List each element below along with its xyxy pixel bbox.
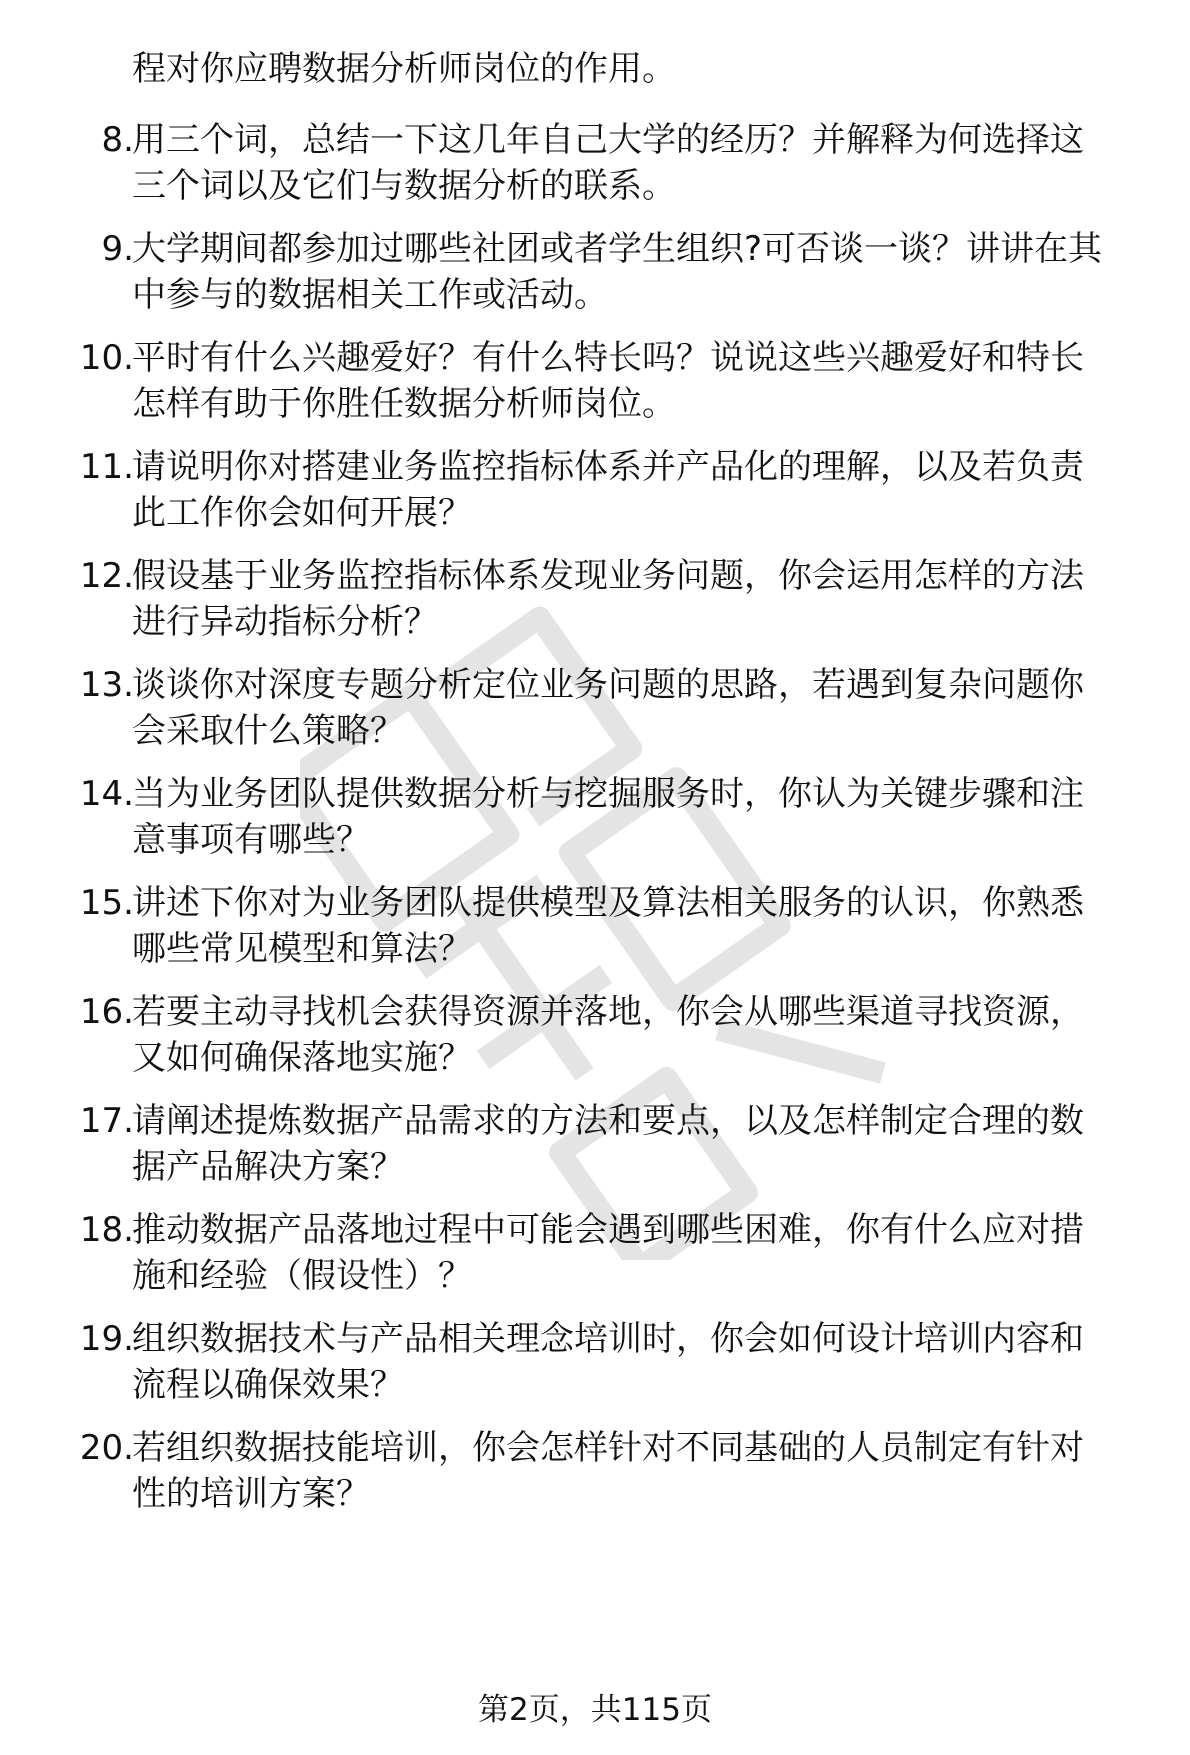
question-text-line: 流程以确保效果？ xyxy=(132,1365,404,1405)
question-number: 9. xyxy=(101,229,134,269)
question-number: 20. xyxy=(79,1428,134,1468)
question-text-line: 请说明你对搭建业务监控指标体系并产品化的理解，以及若负责 xyxy=(132,447,1084,487)
question-text-line: 会采取什么策略？ xyxy=(132,711,404,751)
question-number: 19. xyxy=(79,1319,134,1359)
question-text-line: 若组织数据技能培训，你会怎样针对不同基础的人员制定有针对 xyxy=(132,1428,1084,1468)
question-text-line: 据产品解决方案？ xyxy=(132,1147,404,1187)
question-text-line: 若要主动寻找机会获得资源并落地，你会从哪些渠道寻找资源， xyxy=(132,992,1084,1032)
question-text-line: 谈谈你对深度专题分析定位业务问题的思路，若遇到复杂问题你 xyxy=(132,665,1084,705)
question-text-line: 中参与的数据相关工作或活动。 xyxy=(132,275,608,315)
question-number: 11. xyxy=(79,447,134,487)
question-text-line: 进行异动指标分析？ xyxy=(132,602,438,642)
question-text-line: 怎样有助于你胜任数据分析师岗位。 xyxy=(132,384,676,424)
question-number: 12. xyxy=(79,556,134,596)
question-number: 8. xyxy=(101,120,134,160)
question-text-line: 意事项有哪些？ xyxy=(132,820,370,860)
question-number: 13. xyxy=(79,665,134,705)
question-text-line: 当为业务团队提供数据分析与挖掘服务时，你认为关键步骤和注 xyxy=(132,774,1084,814)
question-number: 16. xyxy=(79,992,134,1032)
question-number: 10. xyxy=(79,338,134,378)
question-text-line: 此工作你会如何开展？ xyxy=(132,493,472,533)
question-text-line: 又如何确保落地实施？ xyxy=(132,1038,472,1078)
question-text-line: 性的培训方案？ xyxy=(132,1474,370,1514)
question-number: 14. xyxy=(79,774,134,814)
question-number: 18. xyxy=(79,1210,134,1250)
question-text-line: 平时有什么兴趣爱好？有什么特长吗？说说这些兴趣爱好和特长 xyxy=(132,338,1084,378)
question-text-line: 大学期间都参加过哪些社团或者学生组织?可否谈一谈？讲讲在其 xyxy=(132,229,1103,269)
question-text-line: 哪些常见模型和算法？ xyxy=(132,929,472,969)
question-text-line: 组织数据技术与产品相关理念培训时，你会如何设计培训内容和 xyxy=(132,1319,1084,1359)
question-text-line: 请阐述提炼数据产品需求的方法和要点，以及怎样制定合理的数 xyxy=(132,1101,1084,1141)
question-number: 17. xyxy=(79,1101,134,1141)
question-text-line: 用三个词，总结一下这几年自己大学的经历？并解释为何选择这 xyxy=(132,120,1084,160)
page-number-footer: 第2页，共115页 xyxy=(478,1692,712,1728)
question-text-line: 假设基于业务监控指标体系发现业务问题，你会运用怎样的方法 xyxy=(132,556,1084,596)
question-text-line: 讲述下你对为业务团队提供模型及算法相关服务的认识，你熟悉 xyxy=(132,883,1084,923)
question-text-line: 施和经验（假设性）？ xyxy=(132,1256,472,1296)
question-number: 15. xyxy=(79,883,134,923)
question-text-line: 推动数据产品落地过程中可能会遇到哪些困难，你有什么应对措 xyxy=(132,1210,1084,1250)
question-text-line: 三个词以及它们与数据分析的联系。 xyxy=(132,166,676,206)
intro-line: 程对你应聘数据分析师岗位的作用。 xyxy=(132,49,676,89)
